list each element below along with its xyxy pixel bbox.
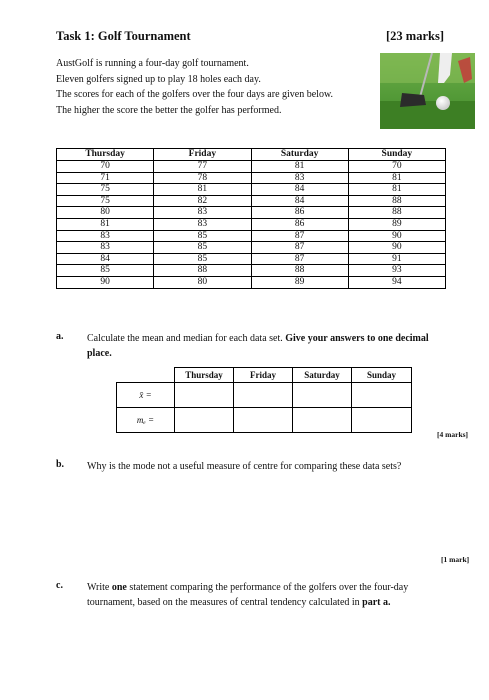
score-cell: 87	[251, 230, 348, 242]
table-row	[57, 265, 446, 277]
answer-row	[117, 383, 412, 408]
score-cell: 84	[251, 184, 348, 196]
score-cell: 78	[154, 172, 251, 184]
intro-line: Eleven golfers signed up to play 18 holes each day.	[56, 73, 261, 85]
score-cell: 83	[57, 230, 154, 242]
table-row	[57, 276, 446, 288]
table-row	[57, 253, 446, 265]
score-cell: 88	[348, 207, 445, 219]
score-cell: 87	[251, 253, 348, 265]
column-header: Sunday	[348, 149, 445, 161]
answer-column-header: Friday	[234, 368, 293, 383]
score-cell: 71	[57, 172, 154, 184]
score-cell: 81	[348, 172, 445, 184]
score-cell: 80	[57, 207, 154, 219]
answer-column-header: Thursday	[175, 368, 234, 383]
answer-cell[interactable]	[293, 408, 352, 433]
answer-cell[interactable]	[352, 383, 412, 408]
answer-cell[interactable]	[175, 408, 234, 433]
score-cell: 94	[348, 276, 445, 288]
score-cell: 81	[348, 184, 445, 196]
score-cell: 81	[57, 218, 154, 230]
intro-line: The scores for each of the golfers over the four days are given below.	[56, 89, 334, 100]
column-header: Saturday	[251, 149, 348, 161]
score-cell: 90	[57, 276, 154, 288]
table-row	[57, 195, 446, 207]
table-row	[57, 218, 446, 230]
score-cell: 87	[251, 242, 348, 254]
table-row	[57, 161, 446, 173]
score-cell: 86	[251, 218, 348, 230]
golf-ball-photo	[380, 53, 475, 129]
score-cell: 70	[57, 161, 154, 173]
question-a-bold-line2: place.	[87, 348, 112, 359]
question-c-post: statement comparing the performance of the golfers over the four-day	[129, 582, 409, 593]
score-cell: 82	[154, 195, 251, 207]
question-b-letter: b.	[56, 459, 65, 470]
answer-cell[interactable]	[352, 408, 412, 433]
question-c-line2-bold: part a.	[362, 597, 391, 608]
score-cell: 83	[154, 218, 251, 230]
score-cell: 84	[251, 195, 348, 207]
score-cell: 85	[57, 265, 154, 277]
question-c-text	[87, 580, 477, 610]
median-row-label: mₑ =	[117, 408, 175, 433]
answer-cell[interactable]	[234, 383, 293, 408]
score-cell: 91	[348, 253, 445, 265]
score-cell: 70	[348, 161, 445, 173]
score-cell: 83	[251, 172, 348, 184]
intro-line: AustGolf is running a four-day golf tournament.	[56, 58, 249, 69]
score-cell: 90	[348, 230, 445, 242]
intro-text	[56, 56, 376, 118]
score-cell: 85	[154, 242, 251, 254]
score-cell: 85	[154, 230, 251, 242]
question-a-plain: Calculate the mean and median for each data set.	[87, 333, 283, 344]
score-cell: 88	[251, 265, 348, 277]
answer-table	[116, 367, 412, 433]
question-a-letter: a.	[56, 331, 64, 342]
score-cell: 77	[154, 161, 251, 173]
total-marks: [23 marks]	[386, 29, 444, 43]
score-cell: 84	[57, 253, 154, 265]
question-c-letter: c.	[56, 580, 63, 591]
answer-cell[interactable]	[175, 383, 234, 408]
corner-cell	[117, 368, 175, 383]
score-cell: 88	[348, 195, 445, 207]
answer-cell[interactable]	[234, 408, 293, 433]
mean-row-label: x̄ =	[117, 383, 175, 408]
score-cell: 83	[57, 242, 154, 254]
table-row	[57, 172, 446, 184]
score-cell: 89	[348, 218, 445, 230]
score-cell: 81	[154, 184, 251, 196]
table-row	[57, 207, 446, 219]
table-row	[57, 184, 446, 196]
score-cell: 88	[154, 265, 251, 277]
score-cell: 80	[154, 276, 251, 288]
question-c-pre: Write	[87, 582, 110, 593]
question-c-bold: one	[111, 582, 127, 593]
answer-column-header: Sunday	[352, 368, 412, 383]
question-c-line2: tournament, based on the measures of central tendency calculated in	[87, 597, 360, 608]
score-cell: 85	[154, 253, 251, 265]
column-header: Thursday	[57, 149, 154, 161]
intro-line: The higher the score the better the golfer has performed.	[56, 104, 282, 116]
score-cell: 93	[348, 265, 445, 277]
score-cell: 83	[154, 207, 251, 219]
question-b-text: Why is the mode not a useful measure of centre for comparing these data sets?	[87, 461, 402, 472]
question-b-marks: [1 mark]	[441, 555, 470, 564]
score-cell: 81	[251, 161, 348, 173]
answer-column-header: Saturday	[293, 368, 352, 383]
score-cell: 75	[57, 184, 154, 196]
score-cell: 89	[251, 276, 348, 288]
score-cell: 90	[348, 242, 445, 254]
question-a-marks: [4 marks]	[437, 430, 469, 439]
scores-table	[56, 148, 446, 289]
question-a-bold: Give your answers to one decimal	[285, 333, 429, 344]
answer-cell[interactable]	[293, 383, 352, 408]
question-a-text	[87, 331, 477, 361]
table-row	[57, 230, 446, 242]
column-header: Friday	[154, 149, 251, 161]
answer-row	[117, 408, 412, 433]
score-cell: 75	[57, 195, 154, 207]
page-title: Task 1: Golf Tournament	[56, 29, 191, 43]
score-cell: 86	[251, 207, 348, 219]
table-row	[57, 242, 446, 254]
